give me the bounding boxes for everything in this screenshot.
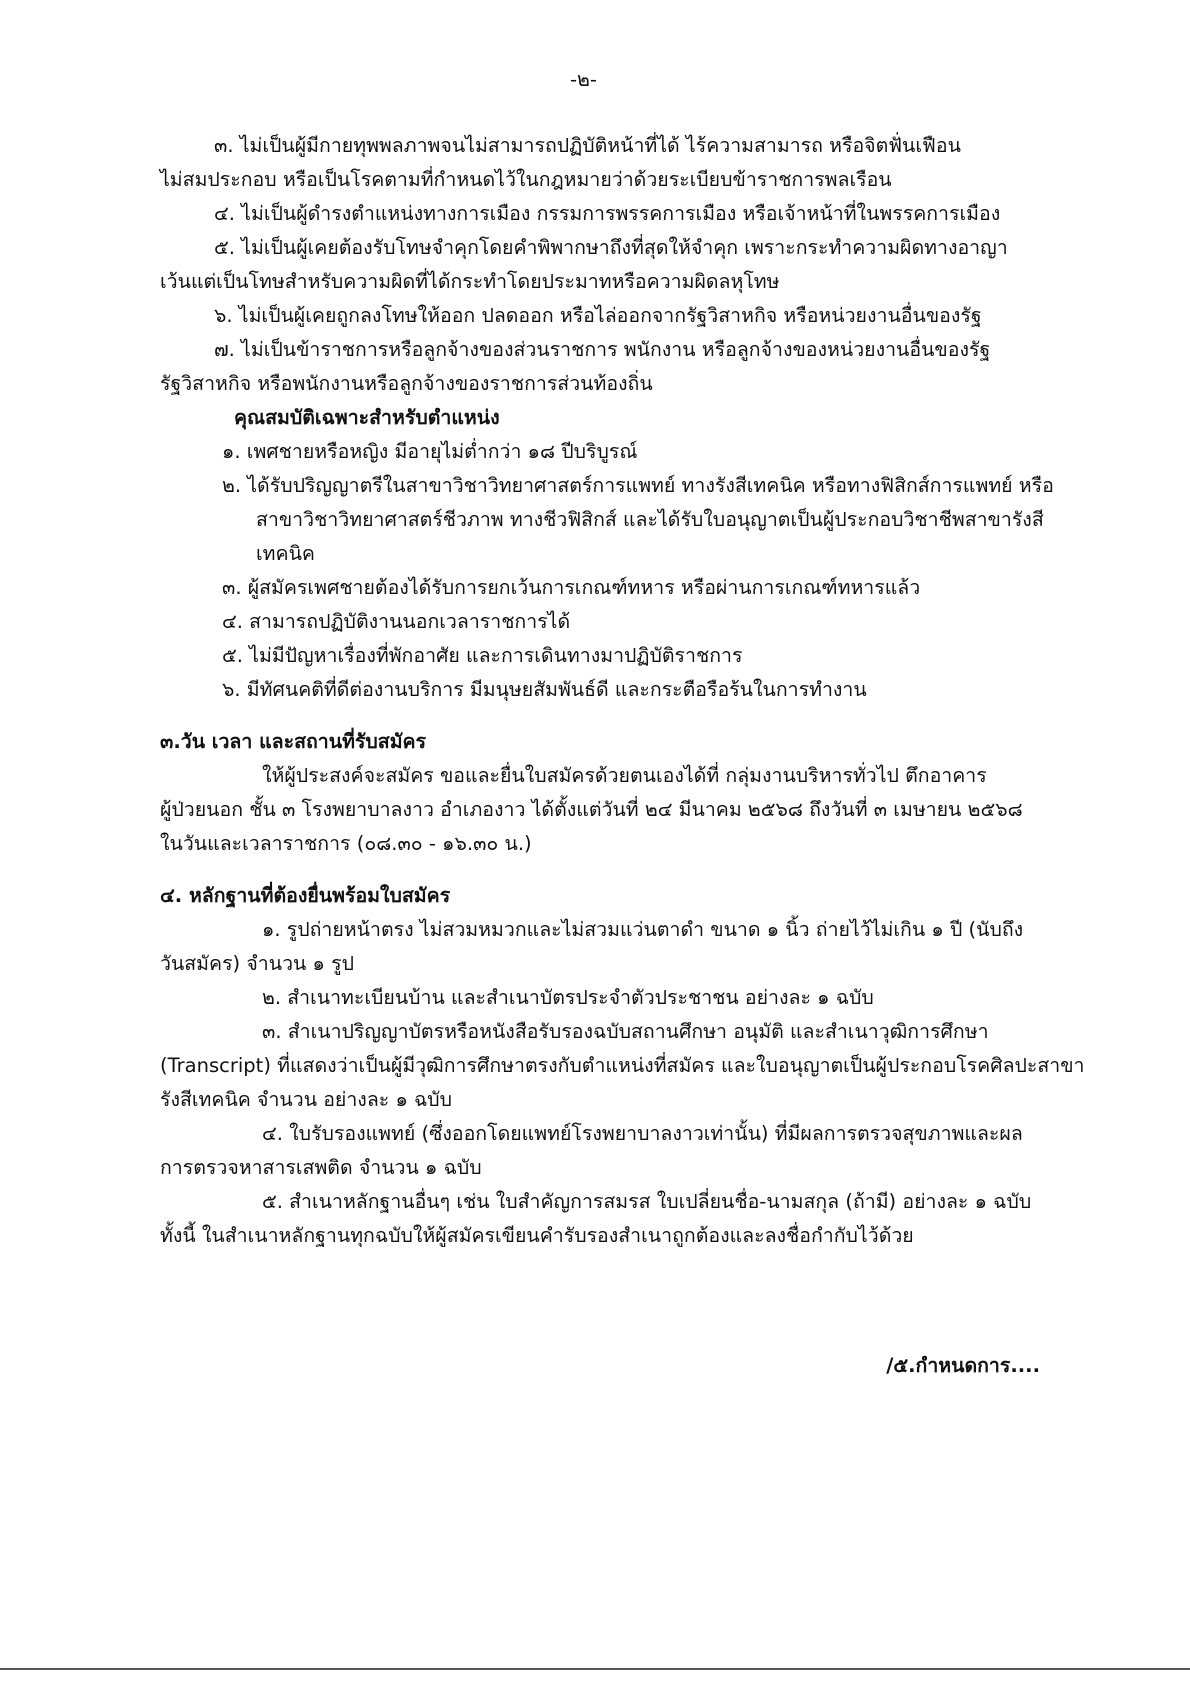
qualification-item: ๔. ไม่เป็นผู้ดำรงตำแหน่งทางการเมือง กรรมการพรรคการเมือง หรือเจ้าหน้าที่ในพรรคการเมือง — [214, 202, 1001, 225]
section-3-line: ในวันและเวลาราชการ (๐๘.๓๐ - ๑๖.๓๐ น.) — [160, 832, 532, 855]
section-4-heading: ๔. หลักฐานที่ต้องยื่นพร้อมใบสมัคร — [160, 884, 451, 907]
document-item: ๔. ใบรับรองแพทย์ (ซึ่งออกโดยแพทย์โรงพยาบาลงาวเท่านั้น) ที่มีผลการตรวจสุขภาพและผล — [262, 1122, 1023, 1145]
specific-item-cont: สาขาวิชาวิทยาศาสตร์ชีวภาพ ทางชีวฟิสิกส์ และได้รับใบอนุญาตเป็นผู้ประกอบวิชาชีพสาขารังสี — [256, 508, 1044, 531]
continuation-note: /๕.กำหนดการ.... — [886, 1354, 1040, 1377]
specific-item: ๕. ไม่มีปัญหาเรื่องที่พักอาศัย และการเดินทางมาปฏิบัติราชการ — [222, 644, 743, 667]
document-item-cont: วันสมัคร) จำนวน ๑ รูป — [160, 952, 354, 975]
document-item-cont: รังสีเทคนิค จำนวน อย่างละ ๑ ฉบับ — [160, 1088, 453, 1111]
document-item: ๑. รูปถ่ายหน้าตรง ไม่สวมหมวกและไม่สวมแว่นตาดำ ขนาด ๑ นิ้ว ถ่ายไว้ไม่เกิน ๑ ปี (นับถึง — [262, 918, 1024, 941]
section-3-line: ให้ผู้ประสงค์จะสมัคร ขอและยื่นใบสมัครด้วยตนเองได้ที่ กลุ่มงานบริหารทั่วไป ตึกอาคาร — [262, 764, 987, 787]
document-note: ทั้งนี้ ในสำเนาหลักฐานทุกฉบับให้ผู้สมัครเขียนคำรับรองสำเนาถูกต้องและลงชื่อกำกับไว้ด้วย — [160, 1224, 914, 1247]
page-bottom-divider — [0, 1668, 1190, 1670]
specific-item: ๑. เพศชายหรือหญิง มีอายุไม่ต่ำกว่า ๑๘ ปีบริบูรณ์ — [222, 440, 638, 463]
qualification-item: ๖. ไม่เป็นผู้เคยถูกลงโทษให้ออก ปลดออก หรือไล่ออกจากรัฐวิสาหกิจ หรือหน่วยงานอื่นของรัฐ — [214, 304, 982, 327]
qualification-item-cont: ไม่สมประกอบ หรือเป็นโรคตามที่กำหนดไว้ในกฎหมายว่าด้วยระเบียบข้าราชการพลเรือน — [160, 168, 892, 191]
section-3-heading: ๓.วัน เวลา และสถานที่รับสมัคร — [160, 730, 427, 753]
specific-item: ๔. สามารถปฏิบัติงานนอกเวลาราชการได้ — [222, 610, 571, 633]
document-item-cont: การตรวจหาสารเสพติด จำนวน ๑ ฉบับ — [160, 1156, 482, 1179]
qualification-item-cont: รัฐวิสาหกิจ หรือพนักงานหรือลูกจ้างของราชการส่วนท้องถิ่น — [160, 372, 653, 395]
document-item: ๕. สำเนาหลักฐานอื่นๆ เช่น ใบสำคัญการสมรส ใบเปลี่ยนชื่อ-นามสกุล (ถ้ามี) อย่างละ ๑ ฉบับ — [262, 1190, 1032, 1213]
specific-item: ๓. ผู้สมัครเพศชายต้องได้รับการยกเว้นการเกณฑ์ทหาร หรือผ่านการเกณฑ์ทหารแล้ว — [222, 576, 921, 599]
specific-qualifications-heading: คุณสมบัติเฉพาะสำหรับตำแหน่ง — [234, 406, 500, 429]
document-item-cont: (Transcript) ที่แสดงว่าเป็นผู้มีวุฒิการศึกษาตรงกับตำแหน่งที่สมัคร และใบอนุญาตเป็นผู้ประกอบโรคศิลปะสาขา — [160, 1054, 1085, 1077]
specific-item-cont: เทคนิค — [256, 542, 315, 565]
qualification-item: ๓. ไม่เป็นผู้มีกายทุพพลภาพจนไม่สามารถปฏิบัติหน้าที่ได้ ไร้ความสามารถ หรือจิตฟั่นเฟือน — [214, 134, 961, 157]
section-3-line: ผู้ป่วยนอก ชั้น ๓ โรงพยาบาลงาว อำเภองาว ได้ตั้งแต่วันที่ ๒๔ มีนาคม ๒๕๖๘ ถึงวันที่ ๓ เมษายน ๒๕๖๘ — [160, 798, 1023, 821]
specific-item: ๖. มีทัศนคติที่ดีต่องานบริการ มีมนุษยสัมพันธ์ดี และกระตือรือร้นในการทำงาน — [222, 678, 867, 701]
document-item: ๒. สำเนาทะเบียนบ้าน และสำเนาบัตรประจำตัวประชาชน อย่างละ ๑ ฉบับ — [262, 986, 874, 1009]
document-item: ๓. สำเนาปริญญาบัตรหรือหนังสือรับรองฉบับสถานศึกษา อนุมัติ และสำเนาวุฒิการศึกษา — [262, 1020, 989, 1043]
page-number: -๒- — [570, 68, 597, 91]
qualification-item: ๕. ไม่เป็นผู้เคยต้องรับโทษจำคุกโดยคำพิพากษาถึงที่สุดให้จำคุก เพราะกระทำความผิดทางอาญา — [214, 236, 1008, 259]
qualification-item: ๗. ไม่เป็นข้าราชการหรือลูกจ้างของส่วนราชการ พนักงาน หรือลูกจ้างของหน่วยงานอื่นของรัฐ — [214, 338, 991, 361]
specific-item: ๒. ได้รับปริญญาตรีในสาขาวิชาวิทยาศาสตร์การแพทย์ ทางรังสีเทคนิค หรือทางฟิสิกส์การแพทย์ หรือ — [222, 474, 1054, 497]
qualification-item-cont: เว้นแต่เป็นโทษสำหรับความผิดที่ได้กระทำโดยประมาทหรือความผิดลหุโทษ — [160, 270, 780, 293]
